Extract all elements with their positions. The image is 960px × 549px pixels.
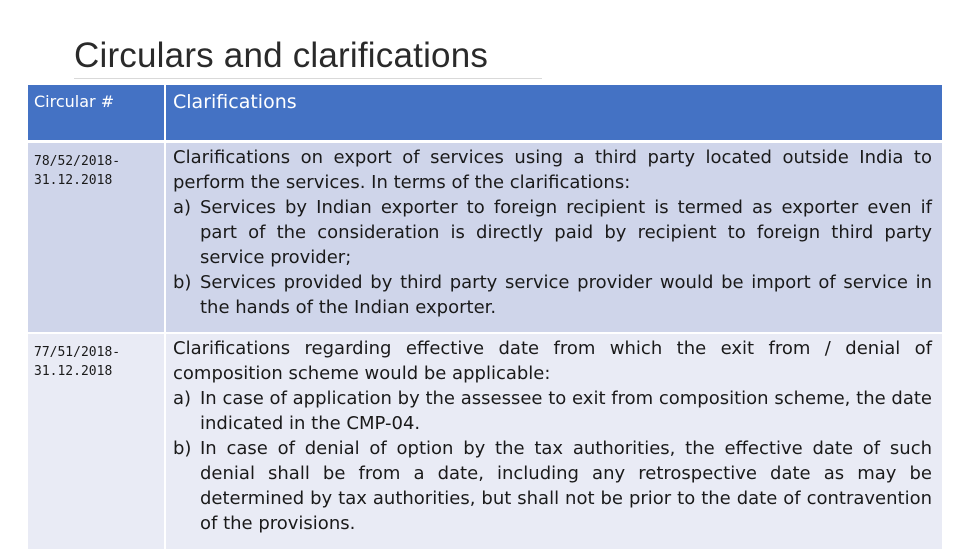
clarification-cell	[166, 334, 942, 549]
title-divider	[74, 78, 542, 79]
table-row	[28, 143, 942, 334]
list-marker: a)	[173, 197, 192, 218]
clarification-intro: Clarifications on export of services using a third party located outside India to perform the services. In terms of the clarifications:	[173, 147, 932, 193]
list-item-text: Services provided by third party service provider would be import of service in the hands of the Indian exporter.	[200, 272, 932, 318]
circular-number-cell	[28, 143, 166, 334]
list-item-text: Services by Indian exporter to foreign recipient is termed as exporter even if part of the consideration is directly paid by recipient to foreign third party service provider;	[200, 197, 932, 268]
header-clarifications: Clarifications	[166, 85, 942, 143]
slide-title: Circulars and clarifications	[74, 36, 489, 75]
list-item	[173, 436, 932, 536]
clarification-intro: Clarifications regarding effective date from which the exit from / denial of composition scheme would be applicable:	[173, 338, 932, 384]
circular-number: 78/52/2018-	[34, 154, 121, 169]
table-row	[28, 334, 942, 549]
list-item-text: In case of application by the assessee to exit from composition scheme, the date indicated in the CMP-04.	[200, 388, 932, 434]
circular-date: 31.12.2018	[34, 173, 113, 188]
header-circular-number: Circular #	[28, 85, 166, 143]
clarification-cell	[166, 143, 942, 334]
list-marker: b)	[173, 438, 192, 459]
circular-number: 77/51/2018-	[34, 345, 121, 360]
list-item	[173, 270, 932, 320]
list-item-text: In case of denial of option by the tax authorities, the effective date of such denial shall be from a date, including any retrospective date as may be determined by tax authorities, but shall not be prior to the date of contravention of the provisions.	[200, 438, 932, 534]
circular-number-cell	[28, 334, 166, 549]
circular-date: 31.12.2018	[34, 364, 113, 379]
list-marker: a)	[173, 388, 192, 409]
table-header-row	[28, 85, 942, 143]
list-item	[173, 386, 932, 436]
circulars-table	[28, 85, 942, 549]
list-item	[173, 195, 932, 270]
list-marker: b)	[173, 272, 192, 293]
